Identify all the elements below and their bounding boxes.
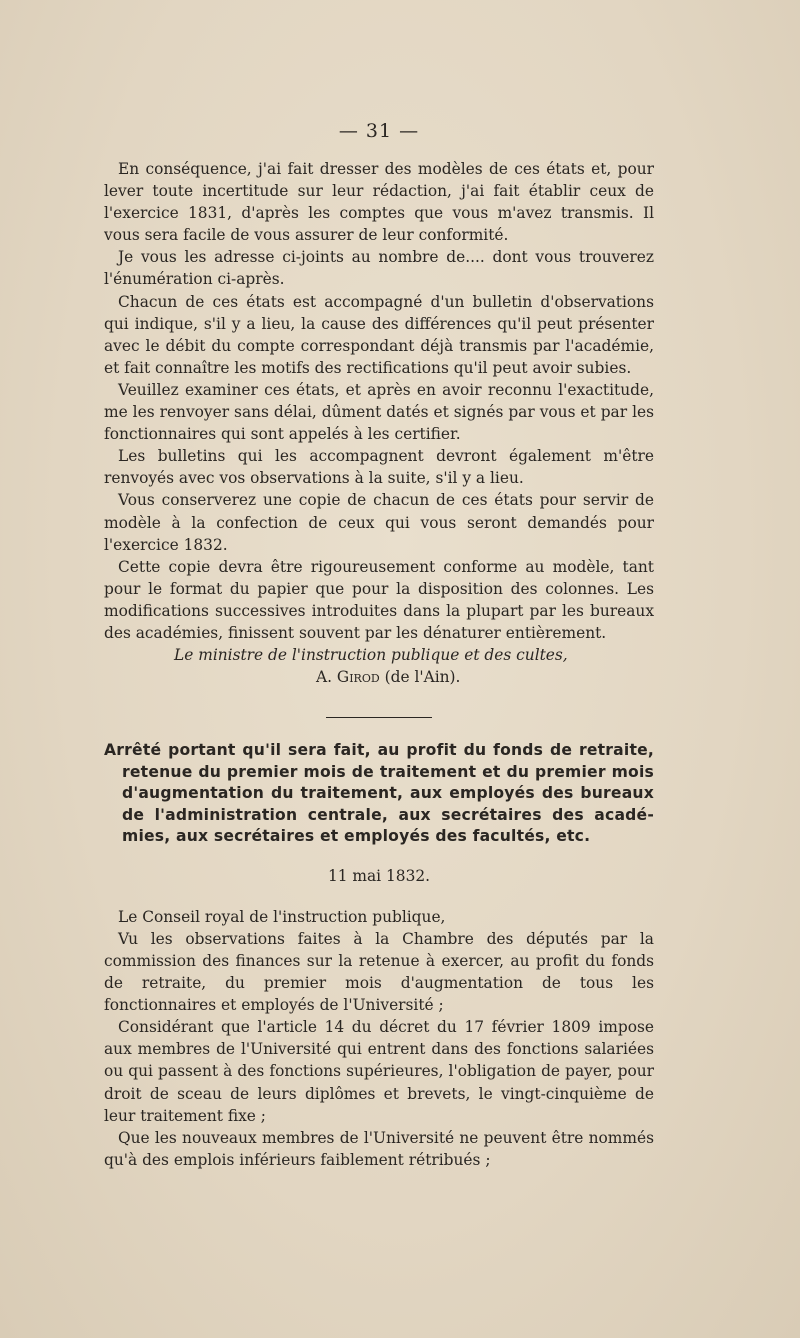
- decree-heading-line: de l'administration centrale, aux secrétaires des acadé-: [122, 805, 654, 824]
- decree-date: 11 mai 1832.: [327, 866, 431, 885]
- letter-paragraph: Je vous les adresse ci-joints au nombre de.... dont vous trouverez l'énumération ci-après.: [104, 248, 654, 289]
- signature-initial: A.: [316, 668, 333, 687]
- letter-paragraph: En conséquence, j'ai fait dresser des modèles de ces états et, pour lever toute incertitude sur leur rédaction, j'ai fait établir ceux de l'exercice 1831, d'après les comptes que vous m'avez transmis. Il vous sera facile de vous assurer de leur conformité.: [104, 160, 654, 245]
- document-page: [104, 120, 654, 1171]
- signature-place: (de l'Ain).: [384, 668, 461, 687]
- letter-paragraph: Vous conserverez une copie de chacun de ces états pour servir de modèle à la confection de ceux qui vous seront demandés pour l'exercice 1832.: [104, 491, 654, 554]
- decree-heading-line: retenue du premier mois de traitement et du premier mois: [122, 762, 654, 781]
- decree-heading-line: mies, aux secrétaires et employés des facultés, etc.: [122, 827, 591, 846]
- decree-paragraph: Vu les observations faites à la Chambre des députés par la commission des finances sur la retenue à exercer, au profit du fonds de retraite, du premier mois d'augmentation de tous les fonctionnaires et employés de l'Université ;: [104, 929, 654, 1015]
- decree-heading-line: d'augmentation du traitement, aux employés des bureaux: [122, 784, 654, 803]
- signature: [104, 666, 654, 688]
- decree-heading: [104, 740, 654, 848]
- letter-body: [104, 158, 654, 644]
- decree-paragraph: Le Conseil royal de l'instruction publique,: [118, 907, 446, 926]
- section-divider: [326, 717, 432, 718]
- signature-name: Girod: [336, 668, 380, 687]
- letter-paragraph: Chacun de ces états est accompagné d'un bulletin d'observations qui indique, s'il y a lieu, la cause des différences qu'il peut présenter avec le débit du compte correspondant déjà transmis par l'académie, et fait connaître les motifs des rectifications qu'il peut avoir subies.: [104, 292, 654, 377]
- letter-paragraph: Veuillez examiner ces états, et après en avoir reconnu l'exactitude, me les renvoyer sans délai, dûment datés et signés par vous et par les fonctionnaires qui sont appelés à les certifier.: [104, 380, 654, 444]
- decree-body: [104, 906, 654, 1171]
- letter-paragraph: Cette copie devra être rigoureusement conforme au modèle, tant pour le format du papier que pour la disposition des colonnes. Les modifications successives introduites dans la plupart par les bureaux des académies, finissent souvent par les dénaturer entièrement.: [104, 557, 654, 642]
- decree-heading-line: Arrêté portant qu'il sera fait, au profit du fonds de retraite,: [104, 741, 654, 760]
- decree-paragraph: Considérant que l'article 14 du décret du 17 février 1809 impose aux membres de l'Université qui entrent dans des fonctions salariées ou qui passent à des fonctions supérieures, l'obligation de payer, pour droit de sceau de leurs diplômes et brevets, le vingt-cinquième de leur traitement fixe ;: [104, 1018, 654, 1125]
- letter-paragraph: Les bulletins qui les accompagnent devront également m'être renvoyés avec vos observations à la suite, s'il y a lieu.: [104, 447, 654, 488]
- decree-paragraph: Que les nouveaux membres de l'Université ne peuvent être nommés qu'à des emplois inférieurs faiblement rétribués ;: [104, 1128, 654, 1169]
- signature-title: Le ministre de l'instruction publique et des cultes,: [174, 646, 568, 665]
- page-number: — 31 —: [338, 120, 420, 142]
